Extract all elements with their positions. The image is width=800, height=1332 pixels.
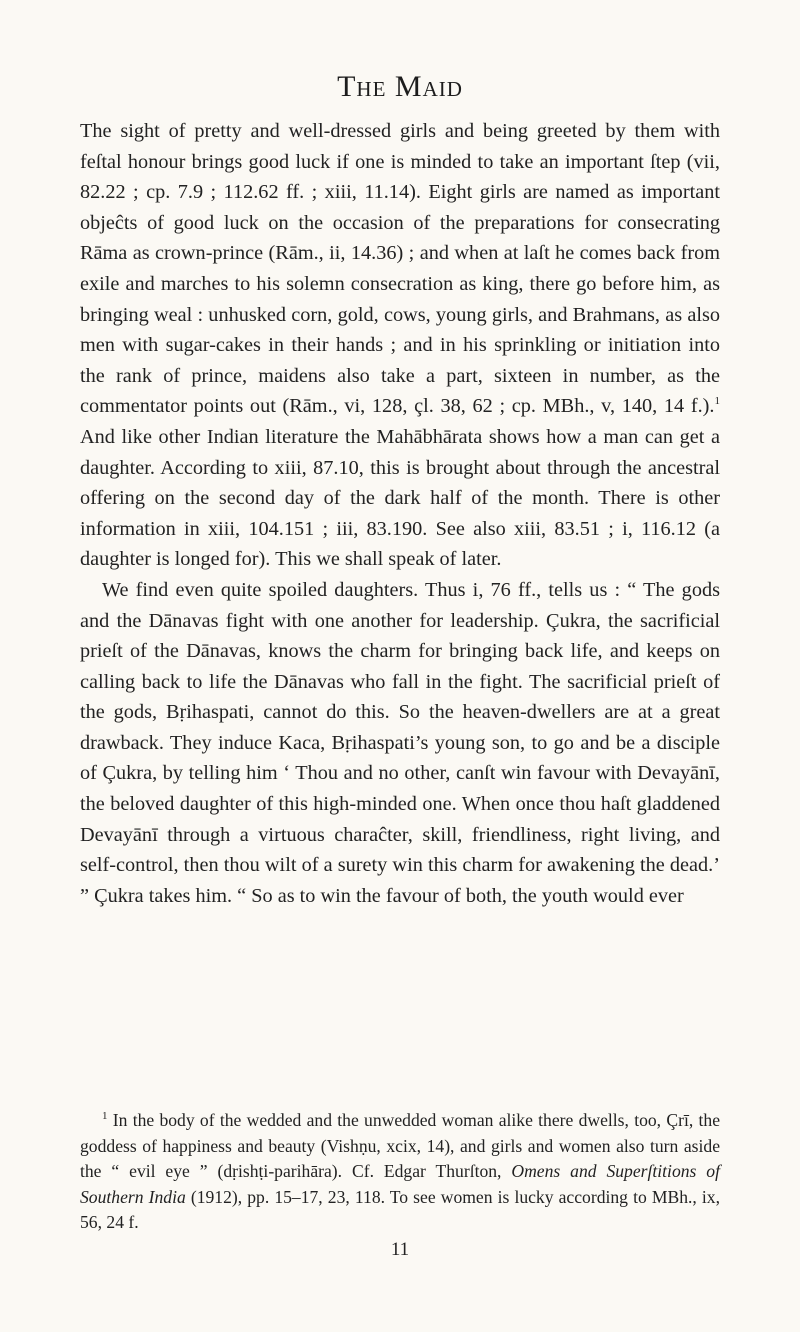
body-text xyxy=(80,116,720,911)
citation-title: Omens and Superſtitions of Southern India xyxy=(80,1161,720,1207)
paragraph-text: And like other Indian literature the Mahābhārata shows how a man can get a daughter. According to xiii, 87.10, this is brought about through the ancestral offering on the second day of the dark half of the month. There is other information in xiii, 104.151 ; iii, 83.190. See also xiii, 83.51 ; i, 116.12 (a daughter is longed for). This we shall speak of later. xyxy=(80,425,720,571)
footnote xyxy=(80,1108,720,1236)
footnote-reference: 1 xyxy=(714,395,720,408)
footnotes xyxy=(80,1108,720,1236)
page-number: 11 xyxy=(390,1239,410,1260)
footnote-marker: 1 xyxy=(102,1110,108,1123)
running-head: The Maid xyxy=(337,70,463,103)
paragraph xyxy=(80,116,720,575)
footnote-text: In the body of the wedded and the unwedded woman alike there dwells, too, Çrī, the goddess of happiness and beauty (Vishṇu, xcix, 14), and girls and women also turn aside the “ evil eye ” (dṛishṭi-parihāra). Cf. Edgar Thurſton, xyxy=(80,1110,720,1181)
footnote-text: (1912), pp. 15–17, 23, 118. To see women is lucky according to MBh., ix, 56, 24 f. xyxy=(80,1186,720,1232)
paragraph: We find even quite spoiled daughters. Thus i, 76 ff., tells us : “ The gods and the Dānavas fight with one another for leadership. Çukra, the sacrificial prieſt of the Dānavas, knows the charm for bringing back life, and keeps on calling back to life the Dānavas who fall in the fight. The sacrificial prieſt of the gods, Bṛihaspati, cannot do this. So the heaven-dwellers are at a great drawback. They induce Kaca, Bṛihaspati’s young son, to go and be a disciple of Çukra, by telling him ‘ Thou and no other, canſt win favour with Devayānī, the beloved daughter of this high-minded one. When once thou haſt gladdened Devayānī through a virtuous charaĉter, skill, friendliness, right living, and self-control, then thou wilt of a surety win this charm for awakening the dead.’ ” Çukra takes him. “ So as to win the favour of both, the youth would ever xyxy=(80,578,720,907)
paragraph-text: The sight of pretty and well-dressed girls and being greeted by them with feſtal honour brings good luck if one is minded to take an important ſtep (vii, 82.22 ; cp. 7.9 ; 112.62 ff. ; xiii, 11.14). Eight girls are named as important objeĉts of good luck on the occasion of the preparations for consecrating Rāma as crown-prince (Rām., ii, 14.36) ; and when at laſt he comes back from exile and marches to his solemn consecration as king, there go before him, as bringing weal : unhusked corn, gold, cows, young girls, and Brahmans, as also men with sugar-cakes in their hands ; and in his sprinkling or initiation into the rank of prince, maidens also take a part, sixteen in number, as the commentator points out (Rām., vi, 128, çl. 38, 62 ; cp. MBh., v, 140, 14 f.). xyxy=(80,120,720,418)
